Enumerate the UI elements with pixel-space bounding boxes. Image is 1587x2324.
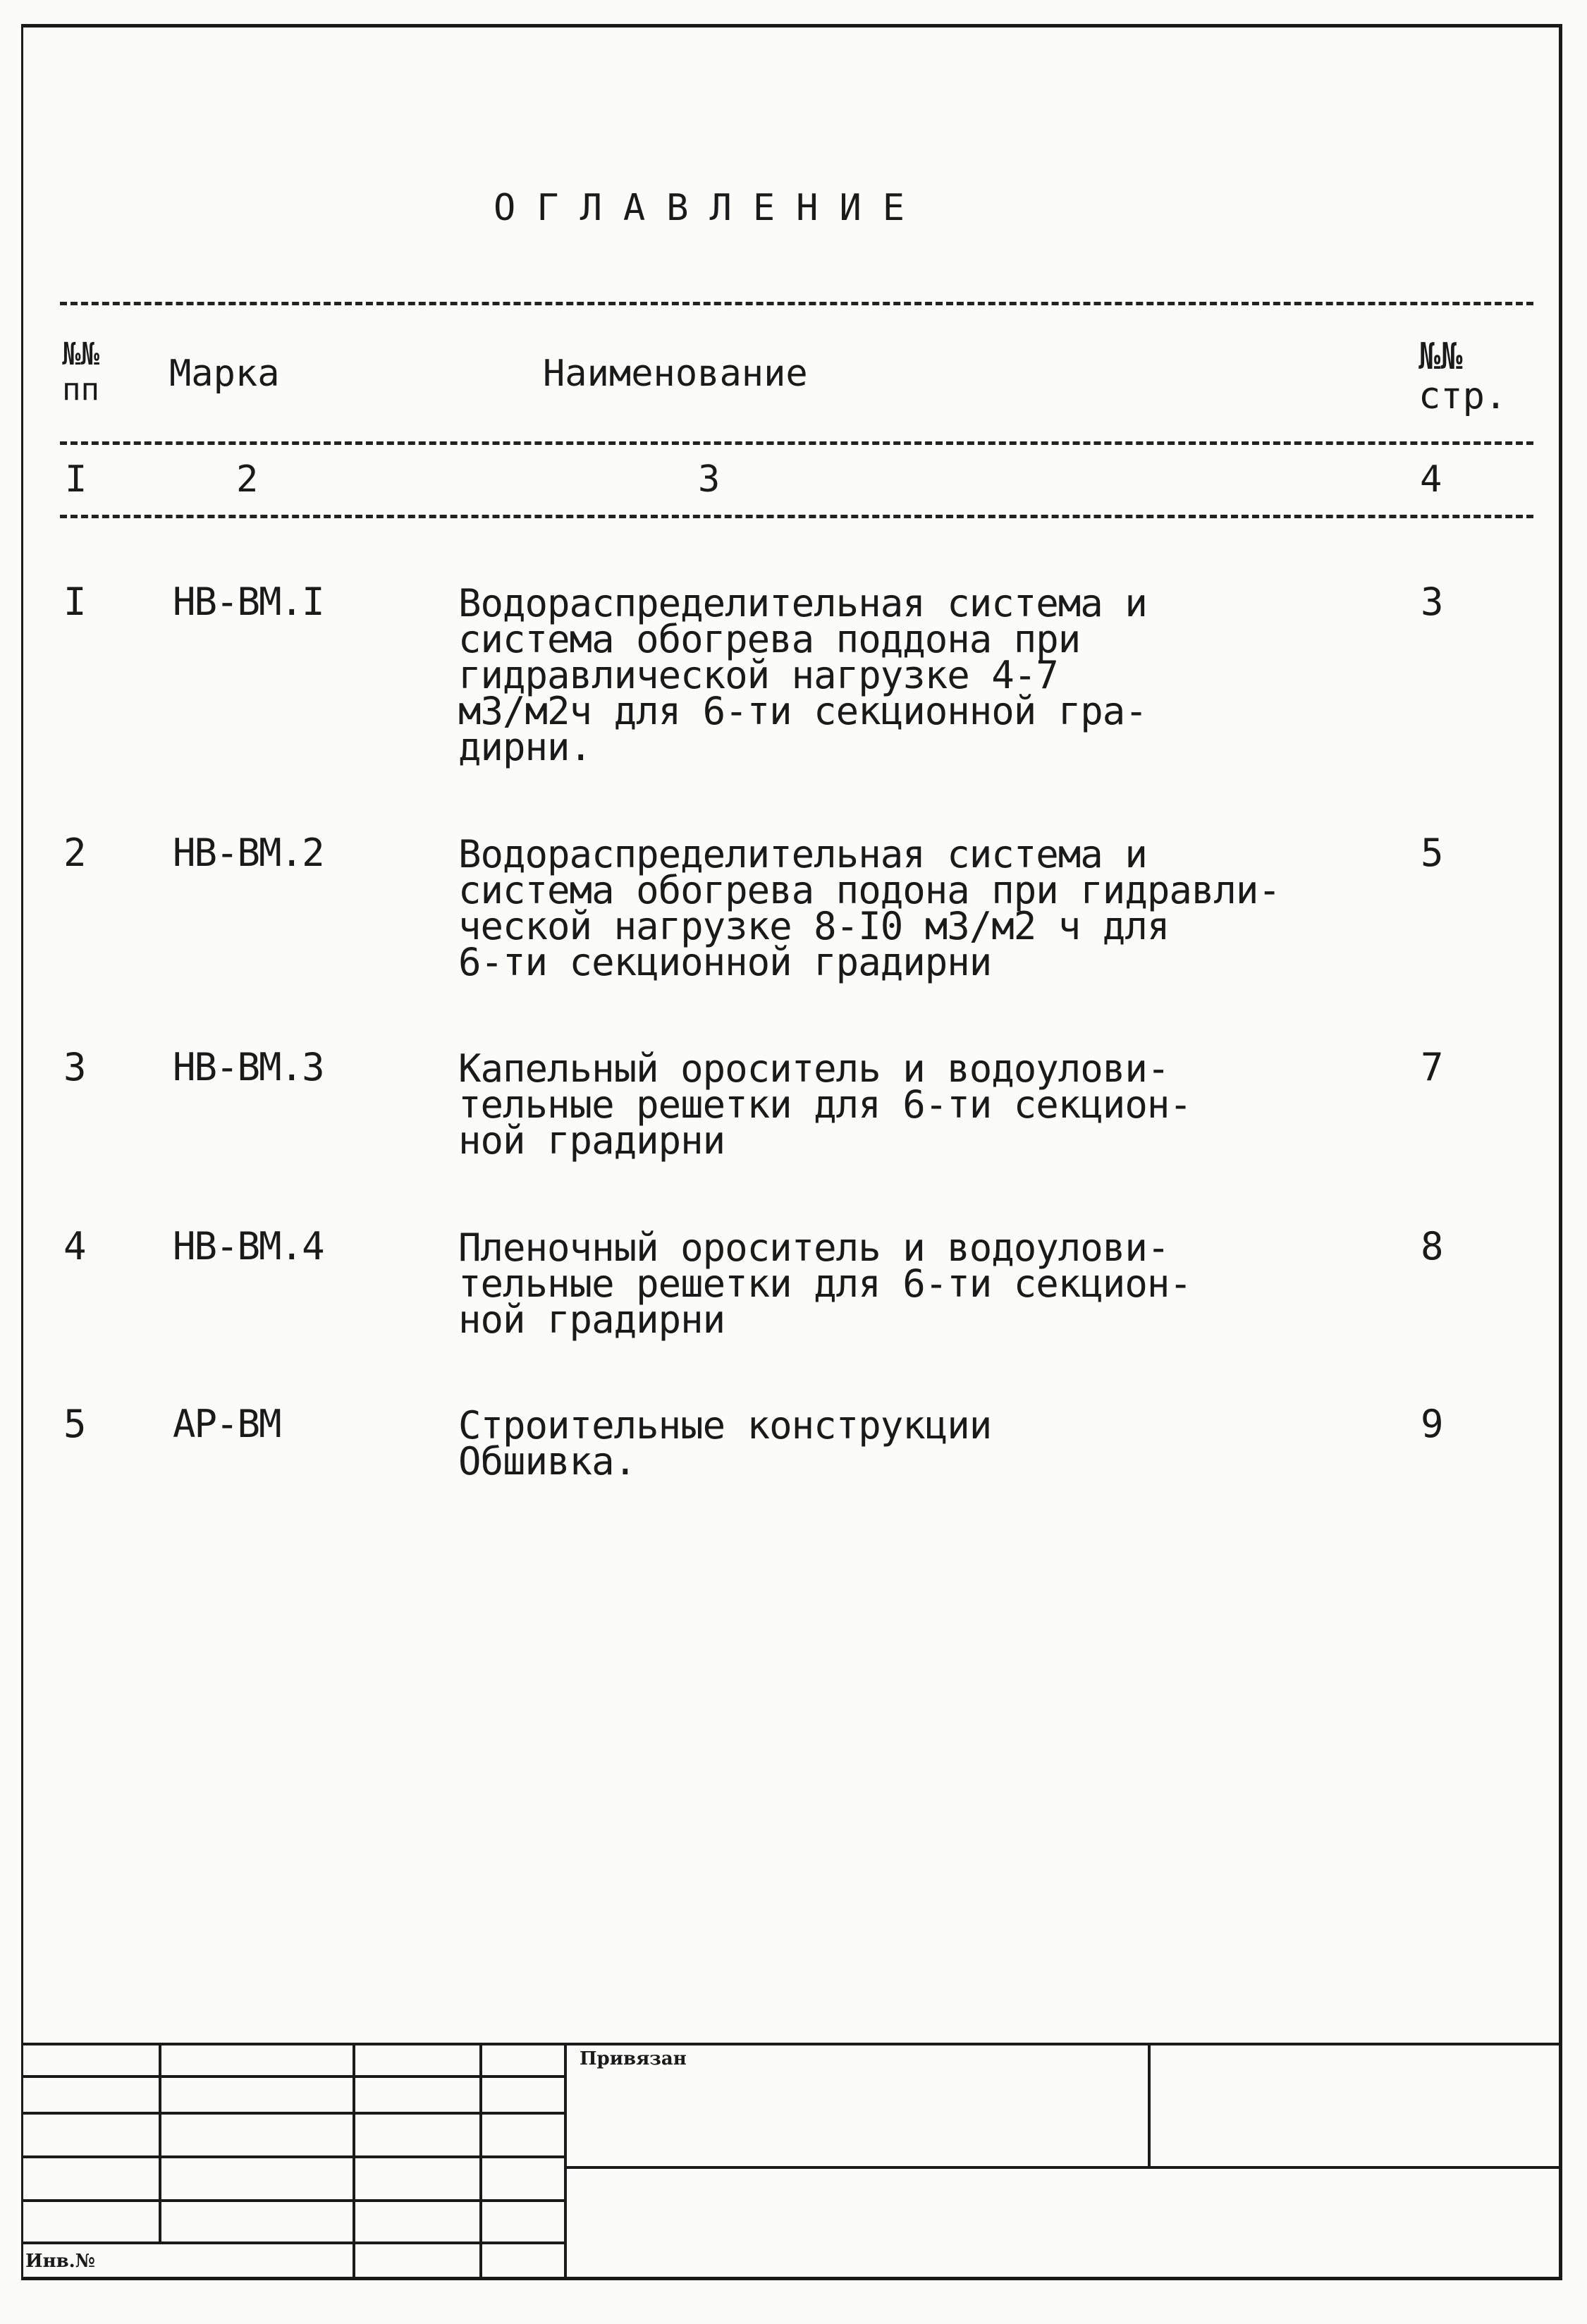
stamp-grid-line	[564, 2166, 1562, 2169]
row-number: 3	[63, 1045, 87, 1089]
row-page: 9	[1421, 1402, 1444, 1446]
row-number: 4	[63, 1224, 87, 1268]
stamp-grid-line	[21, 2155, 564, 2158]
row-name: Строительные конструкции Обшивка.	[458, 1403, 992, 1484]
header-col-name: Наименование	[543, 353, 808, 395]
stamp-top-line	[21, 2043, 1562, 2045]
row-number: 5	[63, 1402, 87, 1446]
header-middle-divider	[60, 441, 1533, 445]
header-col-number: №№ пп	[62, 336, 99, 408]
stamp-grid-line	[21, 2199, 564, 2202]
row-mark: НВ-ВМ.2	[173, 831, 324, 875]
row-page: 3	[1421, 580, 1444, 624]
row-mark: НВ-ВМ.I	[173, 580, 324, 624]
stamp-grid-line	[1148, 2043, 1151, 2166]
header-bottom-divider	[60, 515, 1533, 518]
stamp-grid-line	[564, 2043, 567, 2280]
header-top-divider	[60, 302, 1533, 305]
row-mark: НВ-ВМ.3	[173, 1045, 324, 1089]
col-number-2: 2	[236, 458, 259, 501]
row-name: Водораспределительная система и система обогрева подона при гидравли- ческой нагрузке 8-I0 м3/м2 ч для 6-ти секционной градирни	[458, 832, 1280, 984]
row-name: Капельный ороситель и водоулови- тельные решетки для 6-ти секцион- ной градирни	[458, 1046, 1191, 1163]
title-block-stamp	[21, 2043, 1562, 2280]
row-name: Пленочный ороситель и водоулови- тельные решетки для 6-ти секцион- ной градирни	[458, 1225, 1191, 1342]
stamp-label-inv: Инв.№	[25, 2251, 95, 2272]
stamp-label-privyazan: Привязан	[580, 2048, 687, 2069]
stamp-grid-line	[353, 2043, 355, 2280]
row-number: 2	[63, 831, 87, 875]
row-mark: НВ-ВМ.4	[173, 1224, 324, 1268]
col-number-1: I	[65, 458, 87, 501]
row-mark: АР-ВМ	[173, 1402, 281, 1446]
row-page: 7	[1421, 1045, 1444, 1089]
stamp-grid-line	[479, 2043, 482, 2280]
col-number-4: 4	[1420, 458, 1442, 501]
row-name: Водораспределительная система и система обогрева поддона при гидравлической нагрузке 4-7 м3/м2ч для 6-ти секционной гра- дирни.	[458, 581, 1147, 769]
header-col-page: №№ стр.	[1419, 336, 1507, 417]
stamp-grid-line	[21, 2242, 564, 2244]
col-number-3: 3	[698, 458, 721, 501]
row-page: 5	[1421, 831, 1444, 875]
stamp-grid-line	[159, 2043, 161, 2242]
row-number: I	[63, 580, 87, 624]
row-page: 8	[1421, 1224, 1444, 1268]
stamp-grid-line	[21, 2075, 564, 2078]
page-title: ОГЛАВЛЕНИЕ	[494, 187, 926, 229]
stamp-grid-line	[21, 2112, 564, 2115]
header-col-mark: Марка	[169, 353, 280, 395]
